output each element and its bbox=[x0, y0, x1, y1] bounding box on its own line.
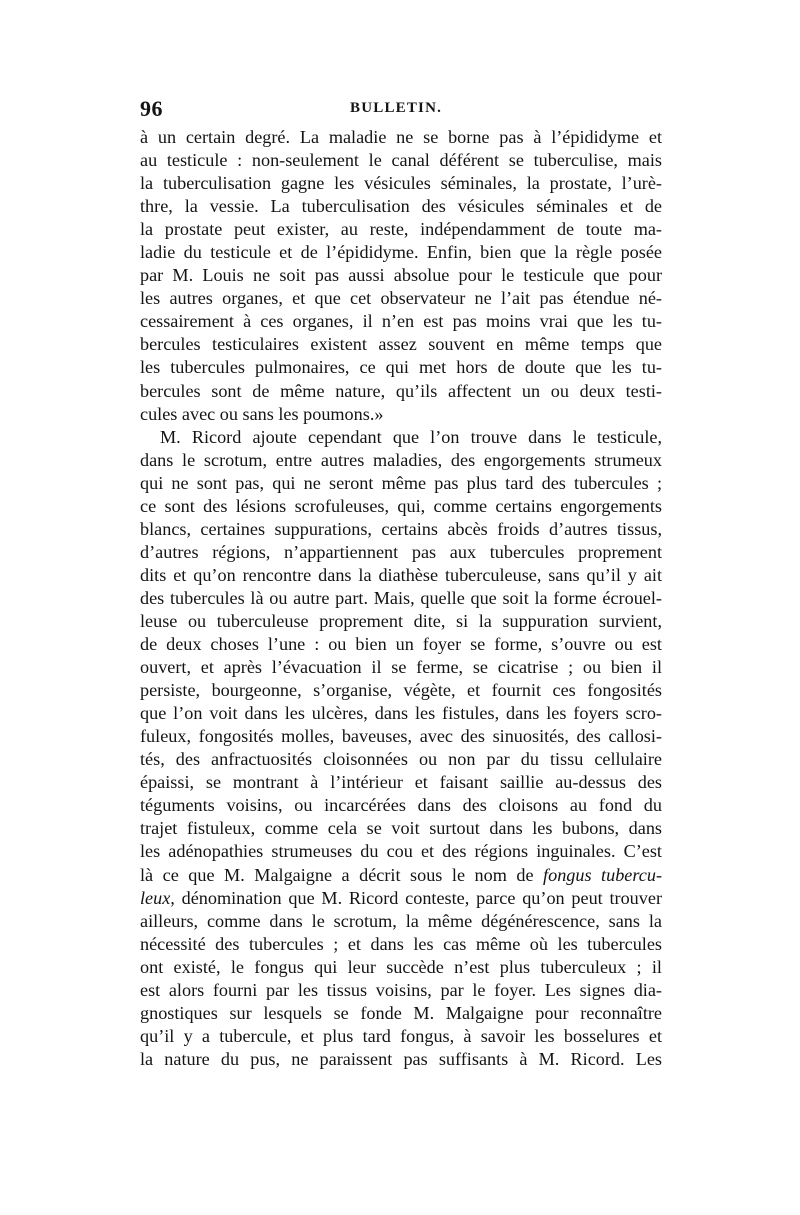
text-line: trajet fistuleux, comme cela se voit surtout dans les bubons, dans bbox=[140, 818, 662, 839]
text-line: ailleurs, comme dans le scrotum, la même dégénérescence, sans la bbox=[140, 910, 662, 931]
text-line-with-italic bbox=[140, 887, 662, 910]
text-line: nécessité des tubercules ; et dans les cas même où les tubercules bbox=[140, 933, 662, 954]
text-line: est alors fourni par les tissus voisins, par le foyer. Les signes dia- bbox=[140, 979, 662, 1000]
text-line: dans le scrotum, entre autres maladies, des engorgements strumeux bbox=[140, 449, 662, 470]
paragraph-start-line: M. Ricord ajoute cependant que l’on trouve dans le testicule, bbox=[160, 426, 662, 447]
text-line: bercules sont de même nature, qu’ils affectent un ou deux testi- bbox=[140, 380, 662, 401]
italic-term-fongus-tuberculeux: fongus tubercu- bbox=[543, 864, 662, 885]
body-text bbox=[140, 126, 662, 1071]
text-line: la prostate peut exister, au reste, indépendamment de toute ma- bbox=[140, 219, 662, 240]
text-line: à un certain degré. La maladie ne se borne pas à l’épididyme et bbox=[140, 127, 662, 147]
text-line: les adénopathies strumeuses du cou et des régions inguinales. C’est bbox=[140, 841, 662, 862]
text-line: persiste, bourgeonne, s’organise, végète, et fournit ces fongosités bbox=[140, 680, 662, 701]
text-line: cessairement à ces organes, il n’en est pas moins vrai que les tu- bbox=[140, 311, 662, 332]
page-number: 96 bbox=[140, 96, 163, 121]
text-line: ladie du testicule et de l’épididyme. Enfin, bien que la règle posée bbox=[140, 242, 662, 263]
text-line: téguments voisins, ou incarcérées dans des cloisons au fond du bbox=[140, 795, 662, 816]
text-line: par M. Louis ne soit pas aussi absolue pour le testicule que pour bbox=[140, 265, 662, 286]
running-title: BULLETIN. bbox=[350, 100, 443, 116]
text-line: la nature du pus, ne paraissent pas suffisants à M. Ricord. Les bbox=[140, 1048, 662, 1069]
text-line: thre, la vessie. La tuberculisation des vésicules séminales et de bbox=[140, 196, 662, 217]
text-line: fuleux, fongosités molles, baveuses, avec des sinuosités, des callosi- bbox=[140, 726, 662, 747]
line-roman-segment: dénomination que M. Ricord conteste, parce qu’on peut trouver bbox=[174, 887, 662, 908]
text-line: la tuberculisation gagne les vésicules séminales, la prostate, l’urè- bbox=[140, 173, 662, 194]
text-line: de deux choses l’une : ou bien un foyer se forme, s’ouvre ou est bbox=[140, 634, 662, 655]
text-line: ce sont des lésions scrofuleuses, qui, comme certains engorgements bbox=[140, 495, 662, 516]
italic-term-continuation: leux, bbox=[140, 887, 175, 908]
text-line: les autres organes, et que cet observateur ne l’ait pas étendue né- bbox=[140, 288, 662, 309]
text-line: qu’il y a tubercule, et plus tard fongus, à savoir les bosselures et bbox=[140, 1025, 662, 1046]
text-line: gnostiques sur lesquels se fonde M. Malgaigne pour reconnaître bbox=[140, 1002, 662, 1023]
text-line: ont existé, le fongus qui leur succède n’est plus tuberculeux ; il bbox=[140, 956, 662, 977]
text-line: ouvert, et après l’évacuation il se ferme, se cicatrise ; ou bien il bbox=[140, 657, 662, 678]
text-line: que l’on voit dans les ulcères, dans les fistules, dans les foyers scro- bbox=[140, 703, 662, 724]
paragraph-end-line: cules avec ou sans les poumons.» bbox=[140, 403, 384, 424]
text-line: au testicule : non-seulement le canal déférent se tuberculise, mais bbox=[140, 150, 662, 171]
text-line: dits et qu’on rencontre dans la diathèse tuberculeuse, sans qu’il y ait bbox=[140, 564, 662, 585]
line-roman-segment: là ce que M. Malgaigne a décrit sous le nom de bbox=[140, 864, 544, 885]
text-line-with-italic bbox=[140, 864, 662, 887]
text-line: d’autres régions, n’appartiennent pas aux tubercules proprement bbox=[140, 541, 662, 562]
running-header bbox=[140, 96, 662, 122]
text-line: qui ne sont pas, qui ne seront même pas plus tard des tubercules ; bbox=[140, 472, 662, 493]
text-line: épaissi, se montrant à l’intérieur et faisant saillie au-dessus des bbox=[140, 772, 662, 793]
text-line: les tubercules pulmonaires, ce qui met hors de doute que les tu- bbox=[140, 357, 662, 378]
text-line: blancs, certaines suppurations, certains abcès froids d’autres tissus, bbox=[140, 518, 662, 539]
text-line: des tubercules là ou autre part. Mais, quelle que soit la forme écrouel- bbox=[140, 587, 662, 608]
text-line: tés, des anfractuosités cloisonnées ou non par du tissu cellulaire bbox=[140, 749, 662, 770]
text-line: leuse ou tuberculeuse proprement dite, si la suppuration survient, bbox=[140, 610, 662, 631]
text-line: bercules testiculaires existent assez souvent en même temps que bbox=[140, 334, 662, 355]
